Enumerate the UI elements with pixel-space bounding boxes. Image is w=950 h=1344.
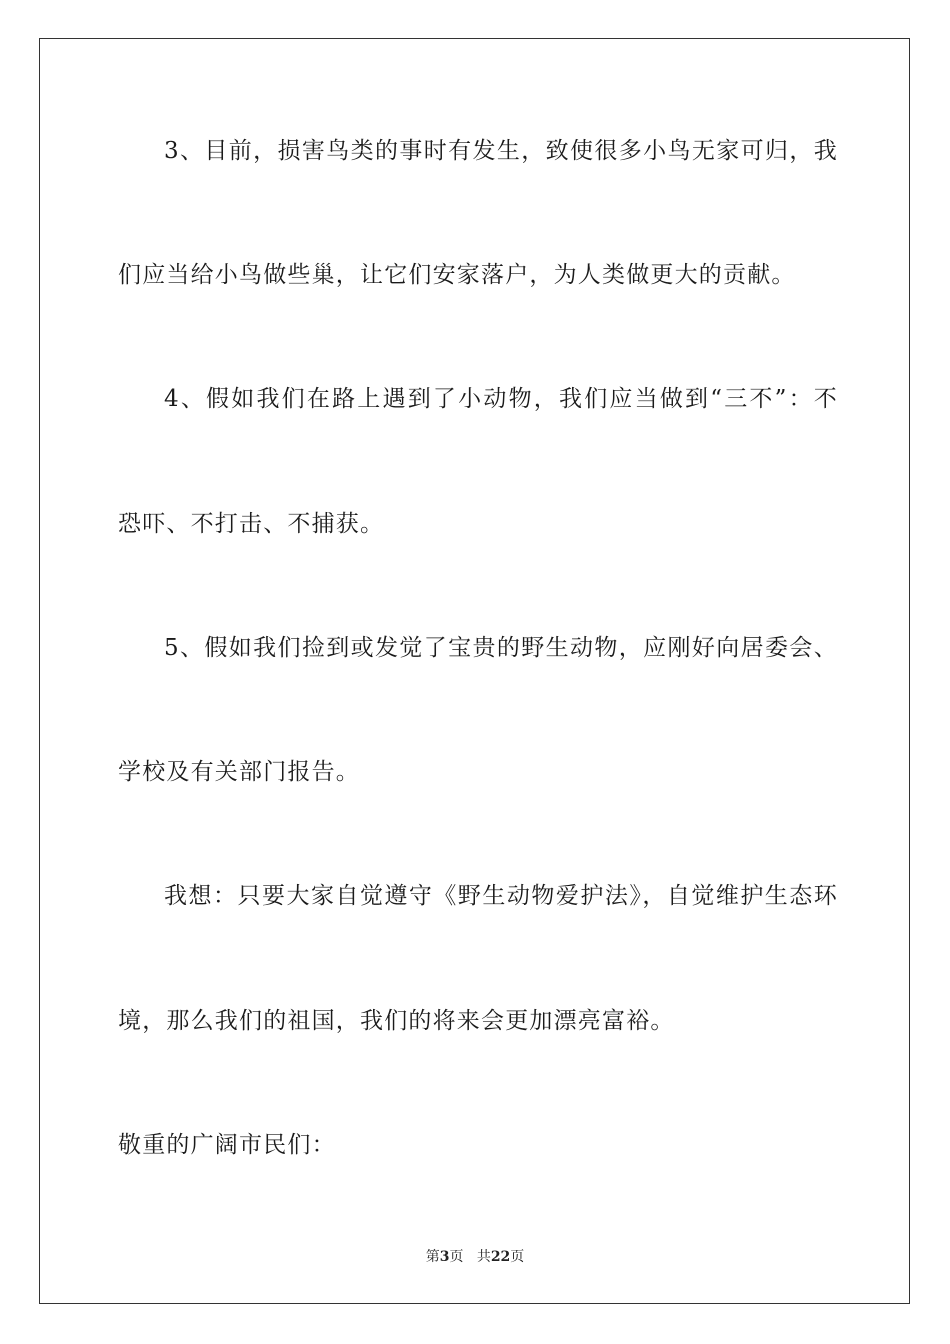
footer-page-prefix: 第 [425, 1249, 440, 1265]
footer-page-number: 3 [439, 1249, 450, 1265]
footer-total-suffix: 页 [510, 1249, 525, 1265]
paragraph-3-line-2: 们应当给小鸟做些巢，让它们安家落户，为人类做更大的贡献。 [118, 262, 796, 288]
footer-page-suffix: 页 [449, 1249, 464, 1265]
paragraph-5-line-1: 5、假如我们捡到或发觉了宝贵的野生动物，应刚好向居委会、 [164, 635, 838, 661]
paragraph-conclusion-line-1: 我想：只要大家自觉遵守《野生动物爱护法》，自觉维护生态环 [164, 883, 838, 909]
paragraph-4-line-1: 4、假如我们在路上遇到了小动物，我们应当做到“三不”：不 [164, 386, 838, 412]
paragraph-4-line-2: 恐吓、不打击、不捕获。 [118, 511, 385, 537]
page-border [39, 38, 910, 1304]
page-footer [0, 1248, 950, 1266]
paragraph-3-line-1: 3、目前，损害鸟类的事时有发生，致使很多小鸟无家可归，我 [164, 138, 838, 164]
salutation: 敬重的广阔市民们： [118, 1132, 336, 1158]
footer-total-prefix: 共 [476, 1249, 491, 1265]
paragraph-5-line-2: 学校及有关部门报告。 [118, 759, 360, 785]
footer-total-pages: 22 [490, 1249, 511, 1265]
paragraph-conclusion-line-2: 境，那么我们的祖国，我们的将来会更加漂亮富裕。 [118, 1008, 675, 1034]
